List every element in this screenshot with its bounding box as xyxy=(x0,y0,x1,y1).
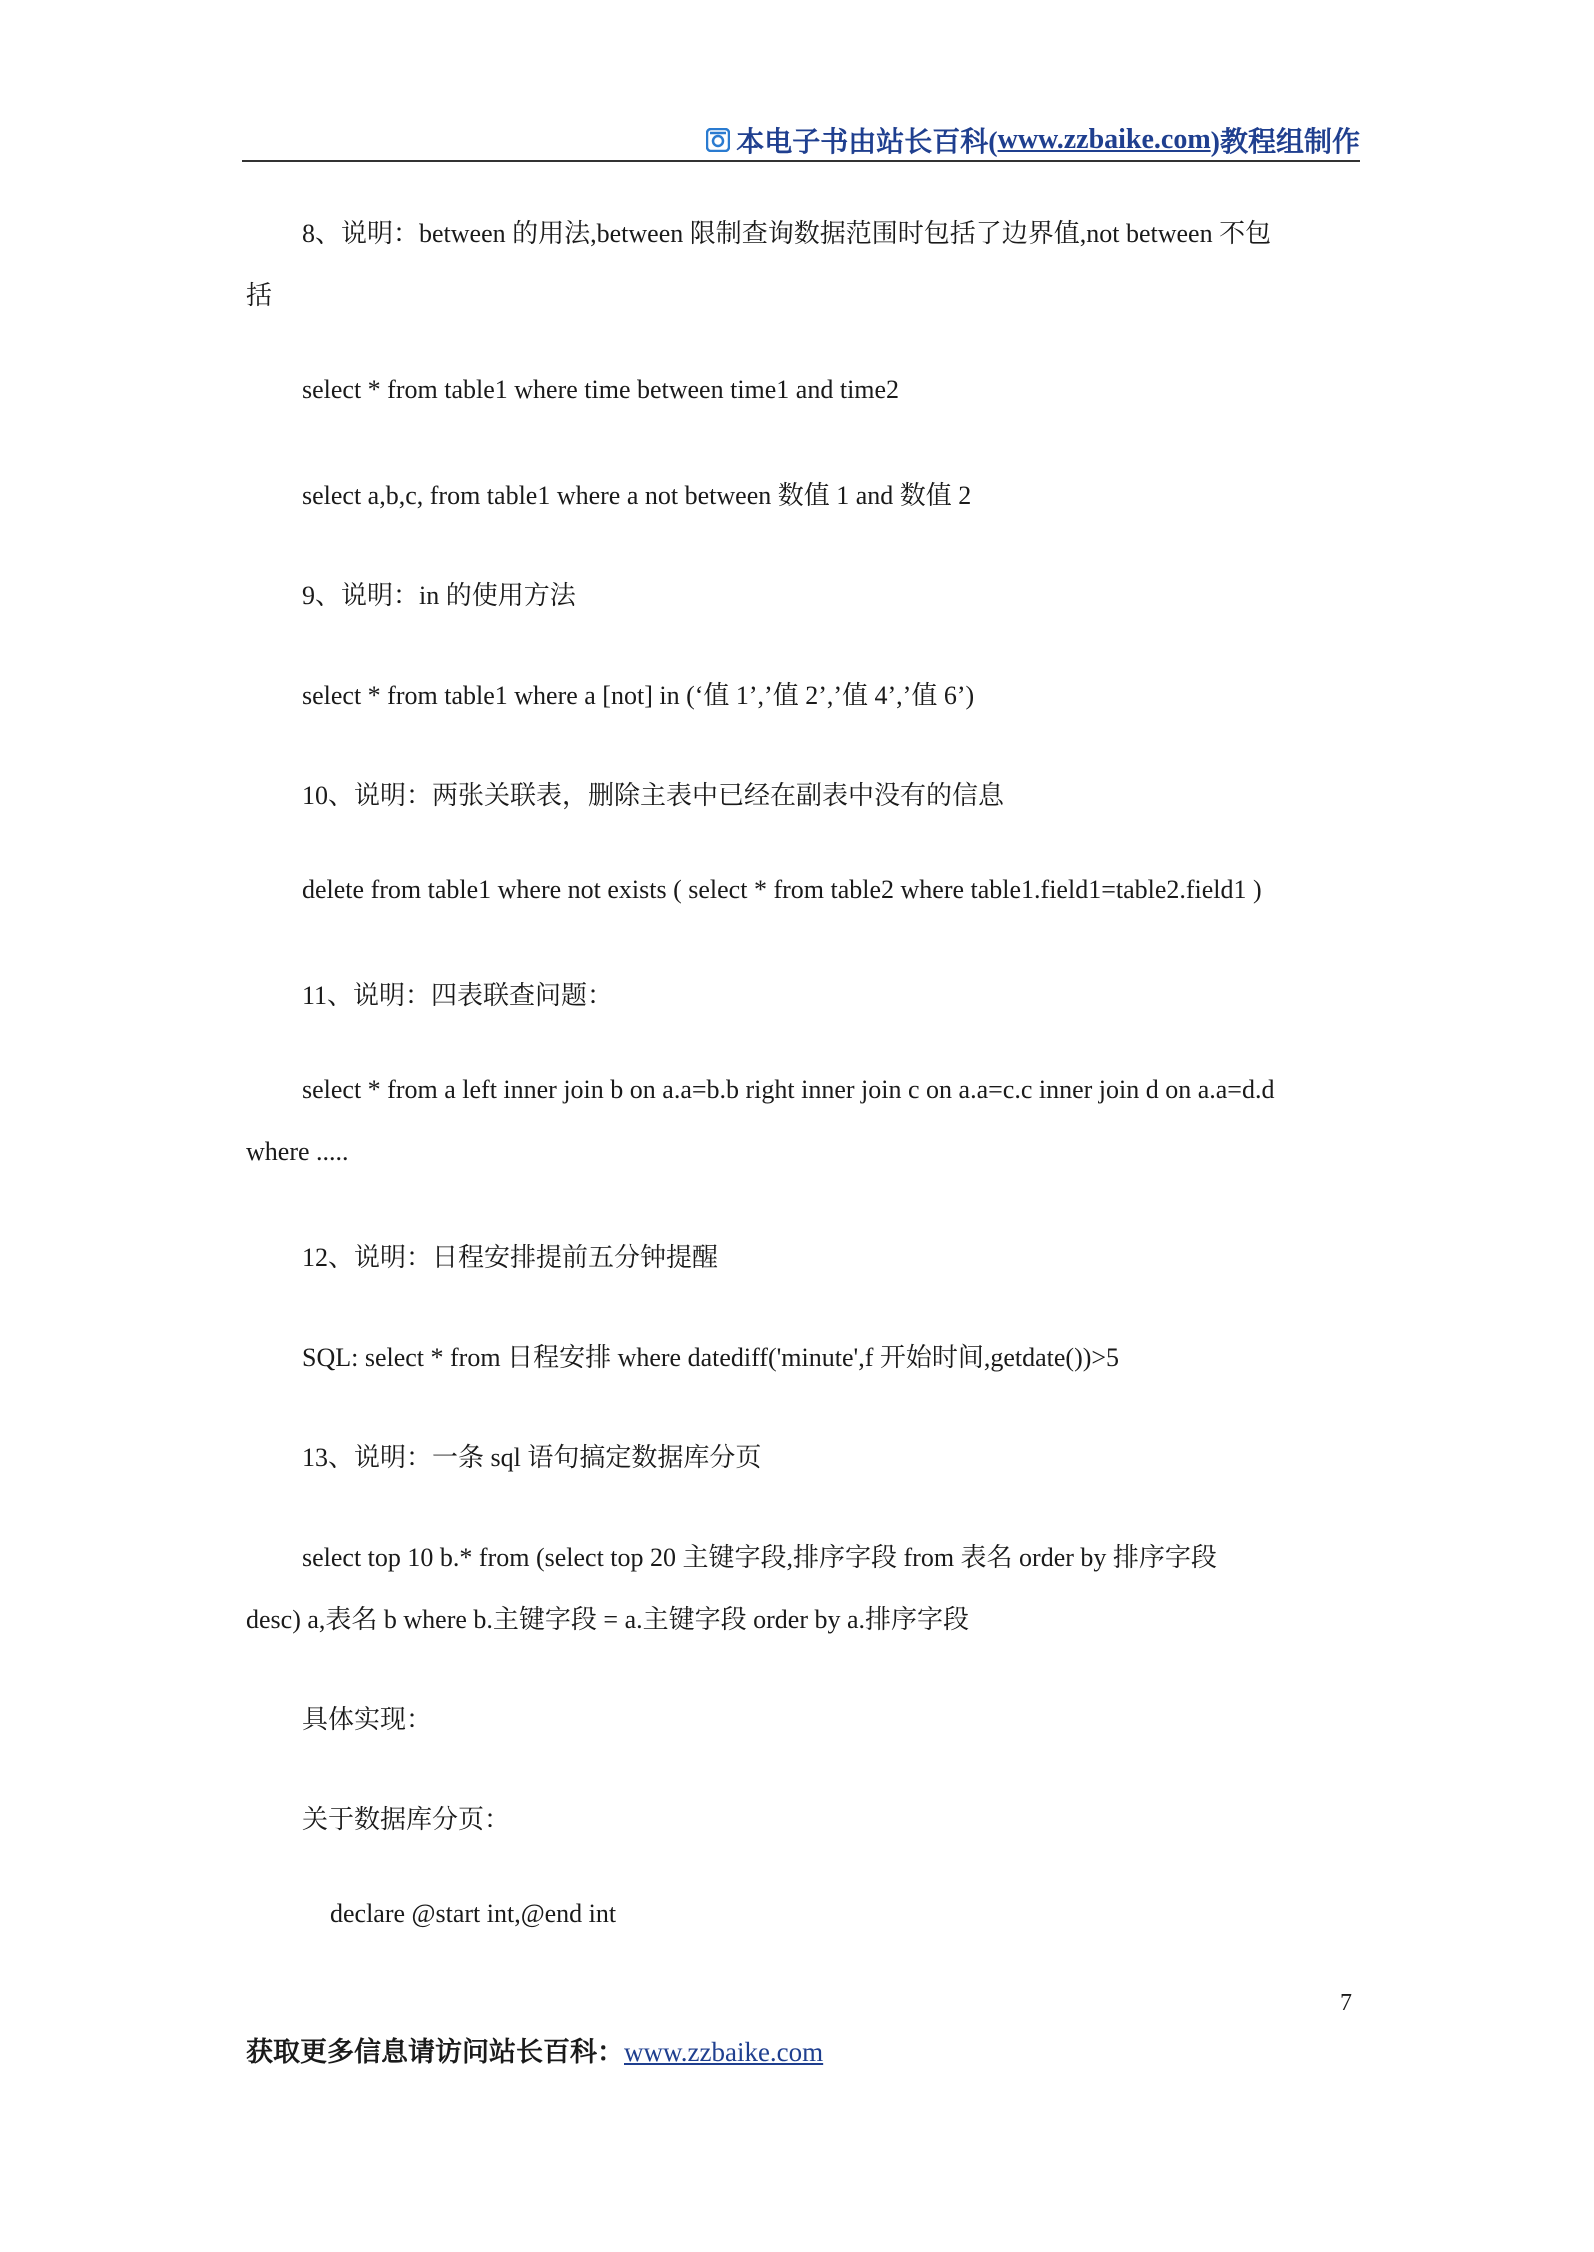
text-line: 关于数据库分页： xyxy=(302,1805,511,1834)
header-suffix: )教程组制作 xyxy=(1210,127,1360,158)
text-line: 具体实现： xyxy=(302,1705,433,1734)
code-line: SQL: select * from 日程安排 where datediff('minute',f 开始时间,getdate())>5 xyxy=(302,1343,1120,1372)
header-link[interactable]: www.zzbaike.com xyxy=(997,124,1211,155)
code-line: delete from table1 where not exists ( select * from table2 where table1.field1=table2.field1 ) xyxy=(302,875,1262,904)
page-footer xyxy=(246,2030,823,2069)
code-line: select * from table1 where time between time1 and time2 xyxy=(302,375,900,404)
code-line: where ..... xyxy=(246,1137,349,1166)
header-prefix: 本电子书由站长百科( xyxy=(736,127,998,158)
text-line: 12、说明：日程安排提前五分钟提醒 xyxy=(302,1243,719,1272)
code-line: select a,b,c, from table1 where a not between 数值 1 and 数值 2 xyxy=(302,481,972,510)
page-number: 7 xyxy=(1340,1990,1352,2016)
zzbaike-logo-icon xyxy=(706,128,730,152)
code-line: desc) a,表名 b where b.主键字段 = a.主键字段 order by a.排序字段 xyxy=(246,1605,970,1634)
text-line: 13、说明：一条 sql 语句搞定数据库分页 xyxy=(302,1443,762,1472)
footer-link[interactable]: www.zzbaike.com xyxy=(624,2037,824,2067)
code-line: select * from table1 where a [not] in (‘值 1’,’值 2’,’值 4’,’值 6’) xyxy=(302,681,975,710)
code-line: select top 10 b.* from (select top 20 主键字段,排序字段 from 表名 order by 排序字段 xyxy=(302,1543,1217,1572)
text-line: 11、说明：四表联查问题： xyxy=(302,981,614,1010)
text-line: 8、说明：between 的用法,between 限制查询数据范围时包括了边界值,not between 不包 xyxy=(302,219,1272,248)
text-line: 9、说明：in 的使用方法 xyxy=(302,581,576,610)
header-text xyxy=(706,120,1360,160)
page-header xyxy=(242,118,1360,162)
code-line: declare @start int,@end int xyxy=(330,1899,617,1928)
footer-label: 获取更多信息请访问站长百科： xyxy=(246,2037,624,2067)
text-line: 10、说明：两张关联表，删除主表中已经在副表中没有的信息 xyxy=(302,781,1005,810)
code-line: select * from a left inner join b on a.a=b.b right inner join c on a.a=c.c inner join d on a.a=d.d xyxy=(302,1075,1275,1104)
text-line: 括 xyxy=(246,281,273,310)
